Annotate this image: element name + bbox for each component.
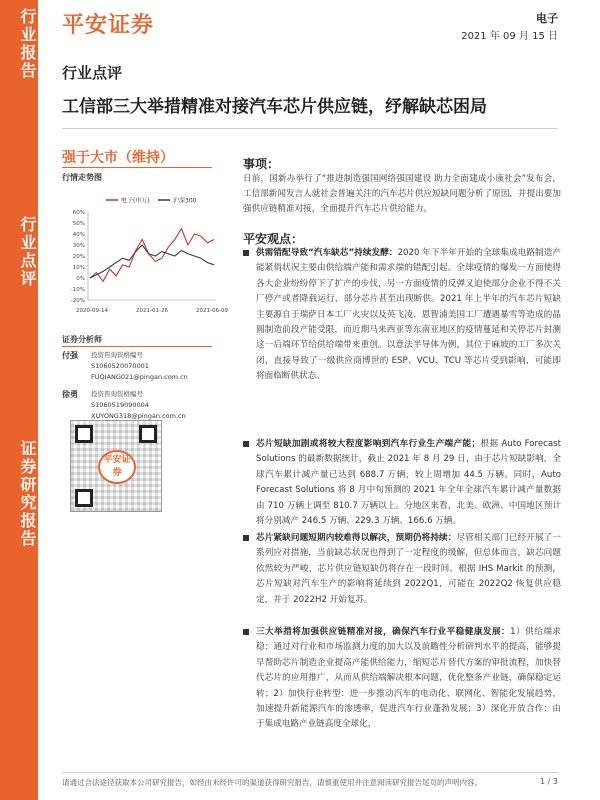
analyst-cert-label: 投资咨询资格编号 <box>91 351 143 359</box>
y-tick-label: 40% <box>72 232 85 238</box>
rating-divider <box>62 167 212 168</box>
footer-divider <box>62 772 558 773</box>
view-item-lead: 三大举措将加强供应链精准对接，确保汽车行业平稳健康发展： <box>256 627 511 637</box>
view-item <box>243 246 561 385</box>
page-number: 1 / 3 <box>540 777 558 786</box>
events-heading: 事项： <box>243 157 280 171</box>
view-item <box>243 437 561 529</box>
footer-disclaimer: 请通过合法途径获取本公司研究报告，如经由未经许可的渠道获得研究报告，请慎重使用并注意阅读研究报告尾页的声明内容。 <box>62 778 482 787</box>
title-divider <box>62 128 558 129</box>
report-subtype-tag: 行业点评 <box>18 216 37 288</box>
analyst-name: 付强 <box>62 351 78 360</box>
analyst-name: 徐勇 <box>62 390 78 399</box>
y-tick-label: 60% <box>72 210 85 216</box>
x-tick-label: 2021-01-26 <box>136 308 168 314</box>
legend-label: 电子(申万) <box>121 197 150 205</box>
legend-label: 沪深300 <box>173 197 197 205</box>
view-item-lead: 供需错配导致“汽车缺芯”持续发酵： <box>256 248 398 258</box>
y-tick-label: 20% <box>72 254 85 260</box>
analyst-email[interactable]: FUQIANG021@pingan.com.cn <box>91 373 188 381</box>
qr-finder-pattern <box>139 425 157 443</box>
views-heading: 平安观点： <box>243 232 304 246</box>
view-item-lead: 芯片紧缺问题短期内较难得以解决，预期仍将持续： <box>256 533 457 543</box>
view-item-text: 1）供给端求稳：通过对行业和市场监测力度的加大以及前瞻性分析研判水平的提高，能够提早帮助芯片制造企业提高产能供给能力，缩短芯片替代方案的审批流程，加快替代芯片的应用推广，从而从供给端解决根本问题，优化整条产业链，确保稳定运转；2）加快行业转型：进一步推动汽车的电动化、联网化、智能化发展趋势，加速提升新能源汽车的渗透率，促进汽车行业蓬勃发展；3）深化开放合作：由于集成电路产业链高度全球化， <box>256 627 561 730</box>
qr-brand-logo: 平安证券 <box>98 450 136 484</box>
y-tick-label: 10% <box>72 265 85 271</box>
qr-finder-pattern <box>75 425 93 443</box>
securities-research-tag: 证券研究报告 <box>18 440 37 548</box>
qr-finder-pattern <box>75 489 93 507</box>
trend-chart-label: 行情走势图 <box>62 173 102 182</box>
analyst-card <box>62 389 222 422</box>
analyst-divider <box>62 346 212 347</box>
qr-code <box>70 420 162 512</box>
y-tick-label: -20% <box>70 298 85 304</box>
rating-label: 强于大市（维持） <box>62 150 174 166</box>
trend-chart <box>62 192 228 332</box>
series-line <box>90 245 214 278</box>
report-type-tag: 行业报告 <box>18 8 37 80</box>
y-tick-label: -10% <box>70 287 85 293</box>
view-item-text: 尽管相关部门已经开展了一系列应对措施，当前缺芯状况也得到了一定程度的缓解，但总体而言，缺芯问题依然较为严峻，芯片供应链短缺仍将存在一段时间。根据 IHS Markit 的预测，芯片短缺对汽车生产的影响将延续到 2022Q1，可能在 2022Q2 恢复供应稳定，并于 2022H2 开始复苏。 <box>256 533 561 605</box>
y-tick-label: 30% <box>72 243 85 249</box>
bullet-square-icon <box>243 441 249 447</box>
y-tick-label: 0% <box>76 276 85 282</box>
industry-label: 电子 <box>536 12 558 25</box>
analyst-cert-number: S1060519090004 <box>91 401 149 409</box>
analyst-cert-number: S1060520070001 <box>91 362 149 370</box>
analyst-email[interactable]: XUYONG318@pingan.com.cn <box>91 412 186 420</box>
bullet-square-icon <box>243 629 249 635</box>
bullet-square-icon <box>243 250 249 256</box>
trend-chart-svg <box>62 192 228 332</box>
analyst-cert-label: 投资咨询资格编号 <box>91 390 143 398</box>
analyst-card <box>62 350 222 383</box>
bullet-square-icon <box>243 535 249 541</box>
view-item <box>243 531 561 608</box>
analyst-header: 证券分析师 <box>62 335 102 344</box>
view-item <box>243 625 561 733</box>
report-date: 2021 年 09 月 15 日 <box>461 31 558 42</box>
view-item-text: 根据 Auto Forecast Solutions 的最新数据统计，截止 2021 年 8 月 29 日，由于芯片短缺影响，全球汽车累计减产量已达到 688.7 万辆，较上周增加 44.5 万辆。同时，Auto Forecast Solutions 将 8 月中旬预测的 2021 年全年全球汽车累计减产量数据由 710 万辆上调至 810.7 万辆以上。分地区来看，北美、欧洲、中国地区预计将分别减产 246.5 万辆、229.3 万辆、166.6 万辆。 <box>256 439 561 527</box>
brand-logo: 平安证券 <box>62 13 155 38</box>
x-tick-label: 2020-09-14 <box>76 308 108 314</box>
report-title: 工信部三大举措精准对接汽车芯片供应链，纾解缺芯困局 <box>62 97 487 117</box>
section-label: 行业点评 <box>62 64 123 82</box>
view-item-lead: 芯片短缺加剧或将较大程度影响到汽车行业生产端产能； <box>256 439 481 449</box>
view-item-text: 2020 年下半年开始的全球集成电路制造产能紧俏状况主要由供给端产能和需求端的错配引起。全球疫情的爆发一方面使得各大企业纷纷停下了扩产的步伐，另一方面疫情的反弹又迫使部分企业不得不关厂停产或者降载运行，部分芯片甚至出现断供。2021 年上半年的汽车芯片短缺主要源自于瑞萨日本工厂火灾以及英飞凌、恩智浦美国工厂遭遇暴雪等造成的晶圆制造前段产能受限，而近期马来西亚等东南亚地区的疫情蔓延和关停芯片封测这一后端环节给供给端带来重创。以意法半导体为例，其位于麻坡的工厂多次关闭，直接导致了一级供应商博世的 ESP、VCU、TCU 等芯片受到影响，可能即将面临断供状态。 <box>256 248 561 382</box>
sidebar-band <box>0 0 38 800</box>
y-tick-label: 50% <box>72 221 85 227</box>
events-paragraph: 日前，国新办举行了“推进制造强国网络强国建设 助力全面建成小康社会”发布会，工信部新闻发言人就社会普遍关注的汽车芯片供应短缺问题分析了原因，并提出要加强供应链精准对接，全面提升汽车芯片供给能力。 <box>243 174 561 214</box>
x-tick-label: 2021-06-09 <box>196 308 228 314</box>
